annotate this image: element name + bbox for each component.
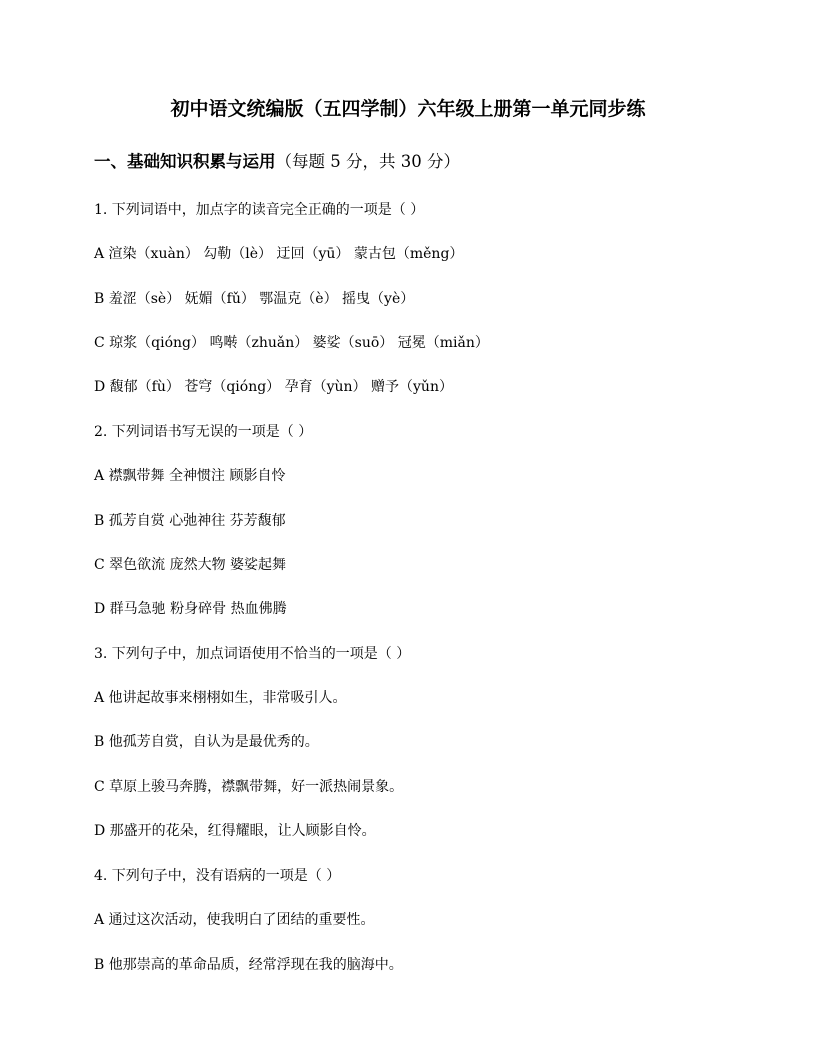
question-4-stem: 4. 下列句子中，没有语病的一项是（ ） [94,868,341,884]
question-3-stem: 3. 下列句子中，加点词语使用不恰当的一项是（ ） [94,646,411,662]
question-1-option-d: D 馥郁（fù） 苍穹（qióng） 孕育（yùn） 赠予（yǔn） [94,379,453,395]
question-3-option-a: A 他讲起故事来栩栩如生，非常吸引人。 [94,690,347,706]
question-4-option-a: A 通过这次活动，使我明白了团结的重要性。 [94,912,375,928]
section-heading [94,150,460,174]
section-title: 一、基础知识积累与运用 [94,152,276,171]
question-4-option-b: B 他那崇高的革命品质，经常浮现在我的脑海中。 [94,957,403,973]
question-1-option-b: B 羞涩（sè） 妩媚（fǔ） 鄂温克（è） 摇曳（yè） [94,291,415,307]
question-3-option-d: D 那盛开的花朵，红得耀眼，让人顾影自怜。 [94,823,376,839]
question-1-stem: 1. 下列词语中，加点字的读音完全正确的一项是（ ） [94,202,425,218]
question-1-option-c: C 琼浆（qióng） 鸣啭（zhuǎn） 婆娑（suō） 冠冕（miǎn） [94,335,489,351]
question-1-option-a: A 渲染（xuàn） 勾勒（lè） 迂回（yū） 蒙古包（měng） [94,246,464,262]
question-2-option-d: D 群马急驰 粉身碎骨 热血佛腾 [94,601,287,617]
question-3-option-c: C 草原上骏马奔腾，襟飘带舞，好一派热闹景象。 [94,779,404,795]
question-2-option-b: B 孤芳自赏 心弛神往 芬芳馥郁 [94,513,286,529]
question-2-stem: 2. 下列词语书写无误的一项是（ ） [94,424,313,440]
question-3-option-b: B 他孤芳自赏，自认为是最优秀的。 [94,734,319,750]
question-2-option-a: A 襟飘带舞 全神惯注 顾影自怜 [94,468,286,484]
question-2-option-c: C 翠色欲流 庞然大物 婆娑起舞 [94,557,287,573]
section-score-note: （每题 5 分，共 30 分） [275,152,460,171]
page-title: 初中语文统编版（五四学制）六年级上册第一单元同步练 [170,98,646,120]
